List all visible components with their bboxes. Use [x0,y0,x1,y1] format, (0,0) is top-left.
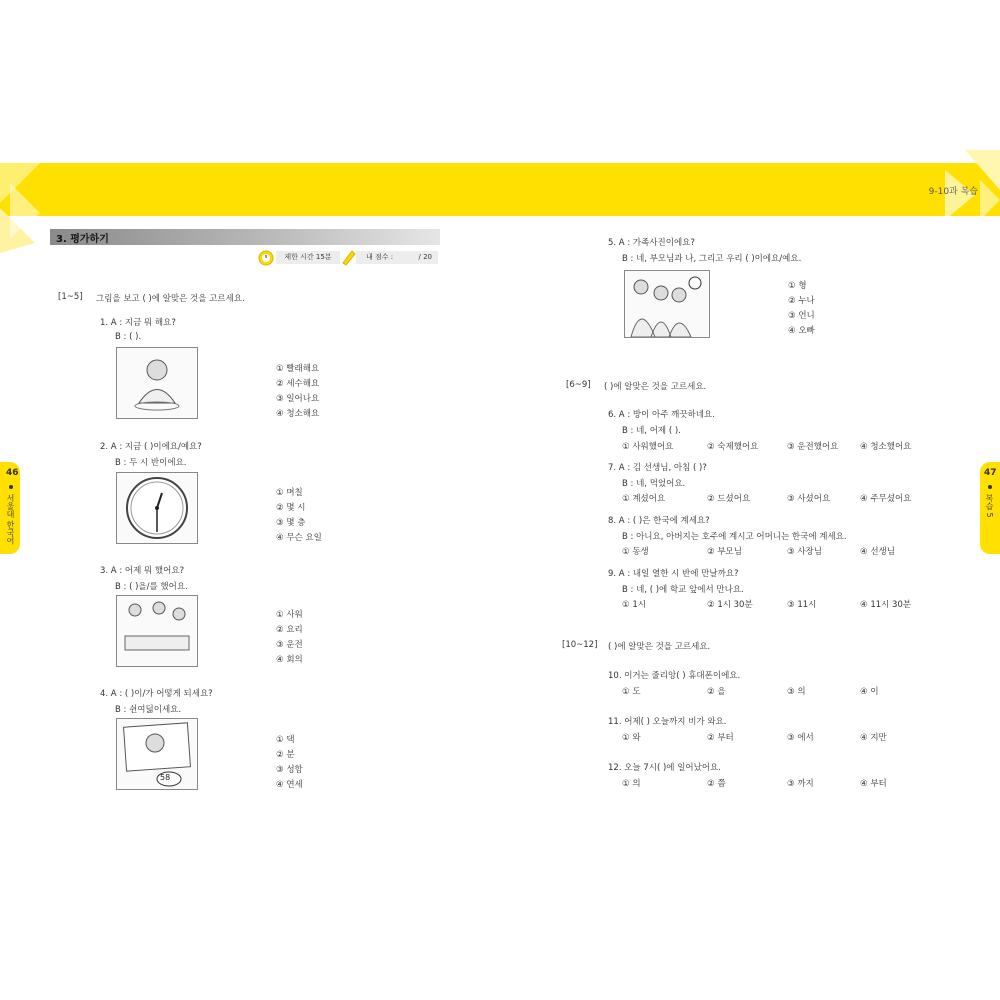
right-page-number: 47 [984,468,997,478]
section-title: 3. 평가하기 [56,234,109,245]
q10-option-2[interactable]: ② 을 [707,687,726,697]
q6-option-3[interactable]: ③ 운전했어요 [787,442,839,452]
header-banner [0,163,1000,216]
q1-picture [116,347,198,419]
q10-option-1[interactable]: ① 도 [622,687,641,697]
group2-range: [6~9] [566,380,591,390]
q4-option-4[interactable]: ④ 연세 [276,780,303,790]
q12-option-3[interactable]: ③ 까지 [787,779,814,789]
q7-line-a: 7. A : 김 선생님, 아침 ( )? [608,463,707,473]
q2-option-2[interactable]: ② 몇 시 [276,503,306,513]
q3-option-1[interactable]: ① 사워 [276,610,303,620]
q5-option-3[interactable]: ③ 언니 [788,311,815,321]
pencil-icon [340,248,356,266]
q5-line-b: B : 네, 부모님과 나, 그리고 우리 ( )이에요/예요. [622,254,802,264]
q7-option-2[interactable]: ② 드셨어요 [707,494,751,504]
q3-picture [116,595,198,667]
q9-option-4[interactable]: ④ 11시 30분 [860,600,912,610]
score-label: 내 점수 : [366,253,394,261]
q11-option-2[interactable]: ② 부터 [707,733,734,743]
left-page-number: 46 [6,468,19,478]
q2-line-b: B : 두 시 반이에요. [115,458,187,468]
q4-picture [116,718,198,790]
q10-option-4[interactable]: ④ 이 [860,687,879,697]
q1-option-2[interactable]: ② 세수해요 [276,379,320,389]
group1-instruction: 그림을 보고 ( )에 알맞은 것을 고르세요. [96,294,245,304]
q9-option-3[interactable]: ③ 11시 [787,600,817,610]
q10-option-3[interactable]: ③ 의 [787,687,806,697]
group2-instruction: ( )에 알맞은 것을 고르세요. [604,382,707,392]
q10-line: 10. 이거는 줄리앙( ) 휴대폰이에요. [608,671,741,681]
group1-range: [1~5] [58,292,83,302]
q8-option-2[interactable]: ② 부모님 [707,547,742,557]
q9-line-a: 9. A : 내일 열한 시 반에 만날까요? [608,569,739,579]
q3-option-2[interactable]: ② 요리 [276,625,303,635]
q11-option-3[interactable]: ③ 에서 [787,733,814,743]
left-tab-dot [9,485,13,489]
q6-option-2[interactable]: ② 숙제했어요 [707,442,759,452]
right-tab-dot [988,485,992,489]
q8-line-a: 8. A : ( )은 한국에 계세요? [608,516,710,526]
q5-option-4[interactable]: ④ 오빠 [788,326,815,336]
q3-line-a: 3. A : 어제 뭐 했어요? [100,566,185,576]
q3-line-b: B : ( )을/를 했어요. [115,582,188,592]
q5-option-2[interactable]: ② 누나 [788,296,815,306]
q6-option-1[interactable]: ① 사워했어요 [622,442,674,452]
q6-line-a: 6. A : 방이 아주 깨끗하네요. [608,410,715,420]
lesson-review-label: 9-10과 복습 [928,187,978,197]
right-review-title: 복습 5 [985,494,994,518]
q4-age-bubble: 58 [160,773,171,782]
score-box [356,251,438,264]
alarm-clock-icon [257,248,275,266]
q8-option-1[interactable]: ① 동생 [622,547,649,557]
q1-line-a: 1. A : 지금 뭐 해요? [100,318,176,328]
q2-clock-picture [116,472,198,544]
q12-option-2[interactable]: ② 쯤 [707,779,726,789]
time-limit: 제한 시간 15분 [276,251,340,264]
q11-option-4[interactable]: ④ 지만 [860,733,887,743]
q2-line-a: 2. A : 지금 ( )이에요/예요? [100,442,202,452]
q3-option-3[interactable]: ③ 운전 [276,640,303,650]
q6-line-b: B : 네, 어제 ( ). [622,426,681,436]
clock-icon [117,473,197,543]
q5-family-picture [624,270,710,338]
q8-option-4[interactable]: ④ 선생님 [860,547,895,557]
q2-option-3[interactable]: ③ 몇 층 [276,518,306,528]
q7-line-b: B : 네, 먹었어요. [622,479,686,489]
q11-option-1[interactable]: ① 와 [622,733,641,743]
q1-option-3[interactable]: ③ 일어나요 [276,394,320,404]
q1-line-b: B : ( ). [115,332,142,342]
q1-option-4[interactable]: ④ 청소해요 [276,409,320,419]
q3-option-4[interactable]: ④ 회의 [276,655,303,665]
q4-line-a: 4. A : ( )이/가 어떻게 되세요? [100,689,213,699]
q8-option-3[interactable]: ③ 사장님 [787,547,822,557]
q8-line-b: B : 아니요, 아버지는 호주에 계시고 어머니는 한국에 계세요. [622,532,847,542]
q2-option-4[interactable]: ④ 무슨 요일 [276,533,322,543]
left-book-title: 서울대 한국어 [6,494,15,545]
q7-option-3[interactable]: ③ 사셨어요 [787,494,831,504]
q9-option-2[interactable]: ② 1시 30분 [707,600,753,610]
q12-line: 12. 오늘 7시( )에 일어났어요. [608,763,721,773]
q12-option-1[interactable]: ① 의 [622,779,641,789]
group3-range: [10~12] [562,640,598,650]
q6-option-4[interactable]: ④ 청소했어요 [860,442,912,452]
group3-instruction: ( )에 알맞은 것을 고르세요. [608,642,711,652]
q2-option-1[interactable]: ① 며칠 [276,488,303,498]
q7-option-1[interactable]: ① 계셨어요 [622,494,666,504]
score-total: / 20 [418,253,432,261]
q11-line: 11. 어제( ) 오늘까지 비가 와요. [608,717,727,727]
q9-line-b: B : 네, ( )에 학교 앞에서 만나요. [622,585,744,595]
q5-option-1[interactable]: ① 형 [788,281,807,291]
q4-option-2[interactable]: ② 분 [276,750,295,760]
q5-line-a: 5. A : 가족사진이에요? [608,238,695,248]
q9-option-1[interactable]: ① 1시 [622,600,646,610]
q7-option-4[interactable]: ④ 주무셨어요 [860,494,912,504]
q1-option-1[interactable]: ① 빨래해요 [276,364,320,374]
q12-option-4[interactable]: ④ 부터 [860,779,887,789]
q4-option-3[interactable]: ③ 성함 [276,765,303,775]
q4-option-1[interactable]: ① 댁 [276,735,295,745]
q4-line-b: B : 쉰여덟이세요. [115,705,182,715]
